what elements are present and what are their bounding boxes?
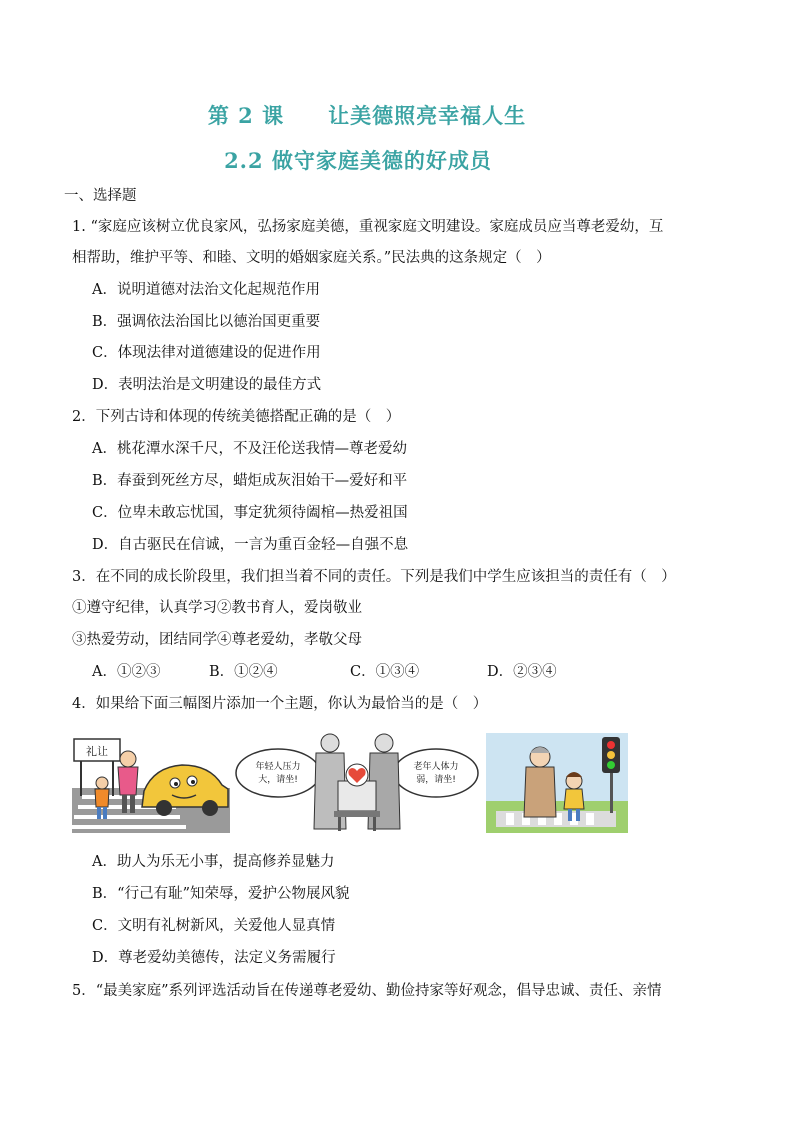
- question-2-option-b: B．春蚕到死丝方尽，蜡炬成灰泪始干—爱好和平: [92, 473, 408, 489]
- question-4-line1: 4．如果给下面三幅图片添加一个主题，你认为最恰当的是（ ）: [72, 696, 488, 712]
- question-4-option-d: D．尊老爱幼美德传，法定义务需履行: [92, 950, 336, 966]
- question-3-option-a: A．①②③: [92, 664, 161, 680]
- section-title: 2.2 做守家庭美德的好成员: [224, 148, 492, 173]
- question-4-option-b: B．“行己有耻”知荣辱，爱护公物展风貌: [92, 886, 350, 902]
- svg-text:老年人体力: 老年人体力: [413, 762, 459, 772]
- question-2-option-c: C．位卑未敢忘忧国，事定犹须待阖棺—热爱祖国: [92, 505, 408, 521]
- svg-text:年轻人压力: 年轻人压力: [255, 762, 301, 772]
- seat-offering-picture: [234, 733, 480, 833]
- question-4-images: [72, 733, 632, 833]
- question-3-option-d: D．②③④: [487, 664, 557, 680]
- question-1-line2: 相帮助，维护平等、和睦、文明的婚姻家庭关系。”民法典的这条规定（ ）: [72, 250, 551, 266]
- svg-text:大，请坐!: 大，请坐!: [258, 775, 298, 785]
- section-heading: 一、选择题: [64, 188, 137, 204]
- lesson-title: 第 2 课 让美德照亮幸福人生: [207, 103, 527, 128]
- question-1-option-c: C．体现法律对道德建设的促进作用: [92, 345, 321, 361]
- question-4-option-a: A．助人为乐无小事，提高修养显魅力: [92, 854, 335, 870]
- question-2-option-a: A．桃花潭水深千尺，不及汪伦送我情—尊老爱幼: [92, 441, 407, 457]
- question-5-line1: 5．“最美家庭”系列评选活动旨在传递尊老爱幼、勤俭持家等好观念，倡导忠诚、责任、亲情: [72, 983, 662, 999]
- question-3-items-line2: ③热爱劳动，团结同学④尊老爱幼，孝敬父母: [72, 632, 362, 648]
- question-1-option-a: A．说明道德对法治文化起规范作用: [92, 282, 320, 298]
- question-1-option-d: D．表明法治是文明建设的最佳方式: [92, 377, 322, 393]
- question-3-option-b: B．①②④: [209, 664, 278, 680]
- traffic-light-picture: [486, 733, 628, 833]
- question-3-option-c: C．①③④: [350, 664, 420, 680]
- crosswalk-yield-picture: [72, 733, 230, 833]
- question-2-option-d: D．自古驱民在信诚，一言为重百金轻—自强不息: [92, 537, 409, 553]
- question-3-line1: 3．在不同的成长阶段里，我们担当着不同的责任。下列是我们中学生应该担当的责任有（ ）: [72, 569, 676, 585]
- question-1-line1: 1. “家庭应该树立优良家风，弘扬家庭美德，重视家庭文明建设。家庭成员应当尊老爱幼，互: [72, 219, 664, 235]
- question-1-option-b: B．强调依法治国比以德治国更重要: [92, 314, 321, 330]
- svg-text:弱，请坐!: 弱，请坐!: [416, 775, 456, 785]
- sign-text: 礼让: [86, 745, 108, 758]
- question-4-option-c: C．文明有礼树新风，关爱他人显真情: [92, 918, 336, 934]
- question-2-line1: 2．下列古诗和体现的传统美德搭配正确的是（ ）: [72, 409, 401, 425]
- question-3-items-line1: ①遵守纪律，认真学习②教书育人，爱岗敬业: [72, 600, 362, 616]
